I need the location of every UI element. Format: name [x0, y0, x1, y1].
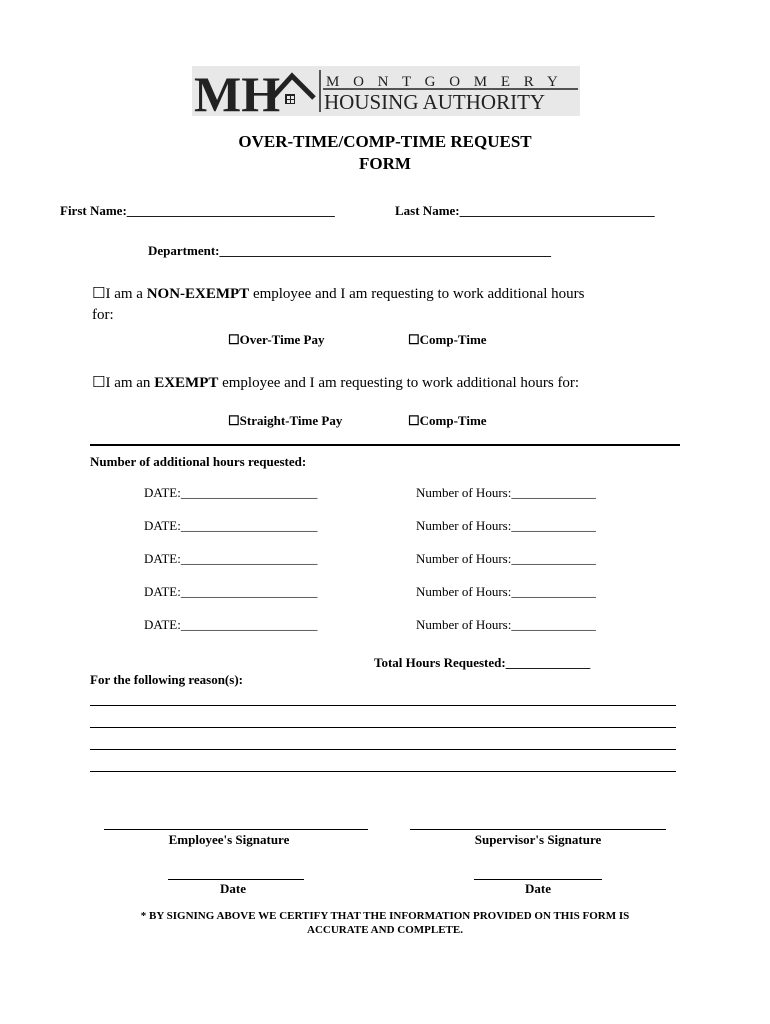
exempt-statement	[92, 373, 579, 392]
hours-field-1[interactable]: Number of Hours:_____________	[416, 485, 596, 500]
reason-line-4[interactable]	[90, 771, 676, 772]
comp-time-option-1[interactable]: ☐Comp-Time	[408, 332, 487, 347]
form-title-line1: OVER-TIME/COMP-TIME REQUEST	[238, 132, 532, 151]
non-exempt-emphasis: NON-EXEMPT	[146, 286, 250, 302]
hours-field-2[interactable]: Number of Hours:_____________	[416, 518, 596, 533]
overtime-pay-option[interactable]: ☐Over-Time Pay	[228, 332, 325, 347]
section-divider	[90, 444, 680, 446]
date-field-2[interactable]: DATE:_____________________	[144, 518, 318, 533]
reason-line-2[interactable]	[90, 727, 676, 728]
last-name-field[interactable]: Last Name:______________________________	[395, 203, 655, 218]
date-field-5[interactable]: DATE:_____________________	[144, 617, 318, 632]
first-name-field[interactable]: First Name:________________________________	[60, 203, 335, 218]
non-exempt-statement	[92, 284, 585, 303]
form-title-line2: FORM	[359, 154, 411, 173]
non-exempt-checkbox[interactable]: ☐	[92, 284, 106, 302]
hours-field-5[interactable]: Number of Hours:_____________	[416, 617, 596, 632]
hours-field-3[interactable]: Number of Hours:_____________	[416, 551, 596, 566]
exempt-checkbox[interactable]: ☐	[92, 373, 106, 391]
exempt-emphasis: EXEMPT	[154, 375, 219, 391]
employee-date-line[interactable]	[168, 879, 304, 880]
logo-line2: HOUSING AUTHORITY	[324, 90, 546, 114]
employee-signature-line[interactable]	[104, 829, 368, 830]
exempt-suffix: employee and I am requesting to work additional hours for:	[218, 375, 580, 391]
non-exempt-suffix: employee and I am requesting to work additional hours	[249, 286, 585, 302]
logo-line1: M O N T G O M E R Y	[326, 74, 563, 90]
certification-line1: * BY SIGNING ABOVE WE CERTIFY THAT THE INFORMATION PROVIDED ON THIS FORM IS	[140, 910, 630, 922]
employee-date-label: Date	[220, 881, 246, 896]
supervisor-date-label: Date	[525, 881, 551, 896]
supervisor-signature-label: Supervisor's Signature	[474, 832, 602, 847]
date-field-1[interactable]: DATE:_____________________	[144, 485, 318, 500]
employee-signature-label: Employee's Signature	[168, 832, 290, 847]
exempt-prefix: I am an	[105, 375, 155, 391]
montgomery-housing-authority-logo	[192, 66, 580, 116]
logo-initials: MH	[194, 66, 281, 116]
reason-line-3[interactable]	[90, 749, 676, 750]
reasons-label: For the following reason(s):	[90, 672, 243, 687]
total-hours-field[interactable]: Total Hours Requested:_____________	[374, 655, 591, 670]
date-field-4[interactable]: DATE:_____________________	[144, 584, 318, 599]
logo-graphic	[192, 66, 580, 116]
non-exempt-prefix: I am a	[105, 286, 147, 302]
date-field-3[interactable]: DATE:_____________________	[144, 551, 318, 566]
hours-field-4[interactable]: Number of Hours:_____________	[416, 584, 596, 599]
department-field[interactable]: Department:___________________________________________________	[148, 243, 551, 258]
certification-line2: ACCURATE AND COMPLETE.	[307, 924, 463, 936]
straight-time-pay-option[interactable]: ☐Straight-Time Pay	[228, 413, 343, 428]
comp-time-option-2[interactable]: ☐Comp-Time	[408, 413, 487, 428]
supervisor-signature-line[interactable]	[410, 829, 666, 830]
non-exempt-line2: for:	[92, 307, 114, 323]
hours-heading: Number of additional hours requested:	[90, 454, 307, 469]
supervisor-date-line[interactable]	[474, 879, 602, 880]
reason-line-1[interactable]	[90, 705, 676, 706]
